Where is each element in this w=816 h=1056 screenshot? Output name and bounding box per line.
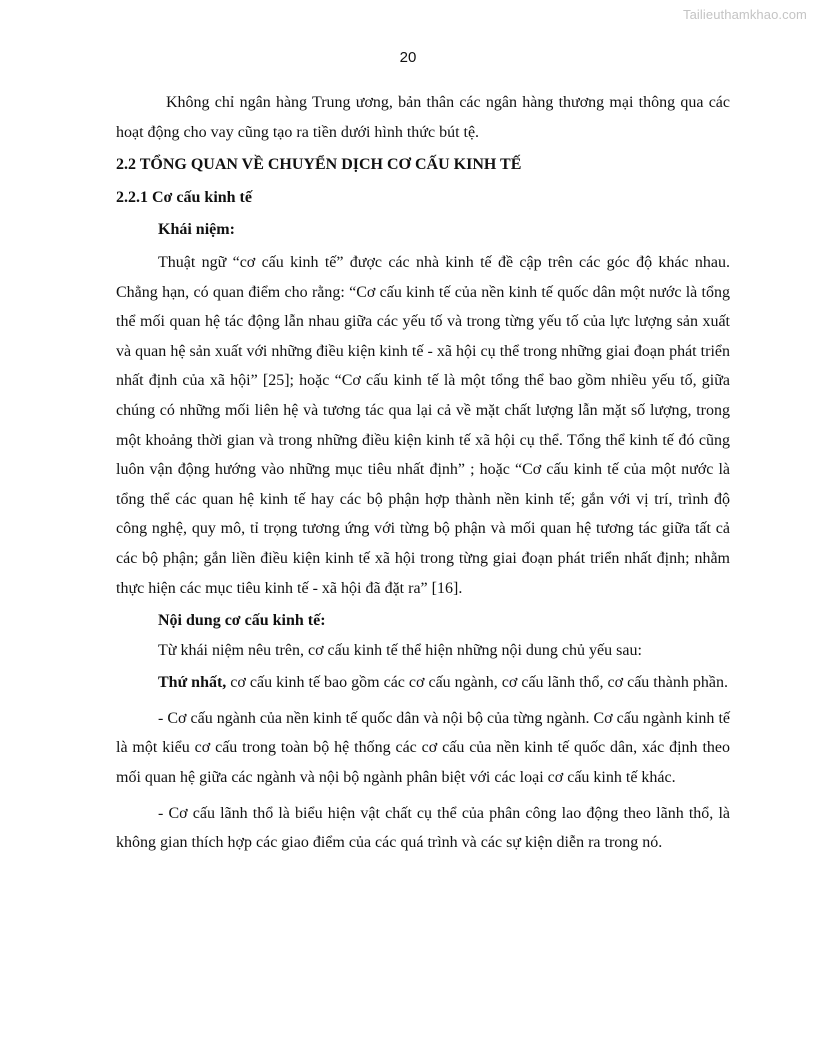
page-number: 20 <box>399 49 417 66</box>
first-point-text: cơ cấu kinh tế bao gồm các cơ cấu ngành, cơ cấu lãnh thổ, cơ cấu thành phần. <box>226 674 728 692</box>
first-point-paragraph <box>116 668 730 698</box>
content-intro-paragraph: Từ khái niệm nêu trên, cơ cấu kinh tế thể hiện những nội dung chủ yếu sau: <box>158 641 642 659</box>
intro-paragraph: Không chỉ ngân hàng Trung ương, bản thân các ngân hàng thương mại thông qua các hoạt động cho vay cũng tạo ra tiền dưới hình thức bút tệ. <box>116 94 730 141</box>
section-heading: 2.2 TỔNG QUAN VỀ CHUYỂN DỊCH CƠ CẤU KINH TẾ <box>116 156 522 174</box>
watermark-text: Tailieuthamkhao.com <box>682 7 807 22</box>
first-point-label: Thứ nhất, <box>158 674 227 692</box>
territory-structure-paragraph: - Cơ cấu lãnh thổ là biểu hiện vật chất cụ thể của phân công lao động theo lãnh thổ, là không gian thích hợp các giao điểm của các quá trình và các sự kiện diễn ra trong nó. <box>116 804 730 852</box>
concept-paragraph: Thuật ngữ “cơ cấu kinh tế” được các nhà kinh tế đề cập trên các góc độ khác nhau. Chẳng hạn, có quan điểm cho rằng: “Cơ cấu kinh tế của nền kinh tế quốc dân một nước là tổng thể mối quan hệ tác động lẫn nhau giữa các yếu tố và trong từng yếu tố của lực lượng sản xuất và quan hệ sản xuất với những điều kiện kinh tế - xã hội cụ thể trong những giai đoạn phát triển nhất định của xã hội” [25]; hoặc “Cơ cấu kinh tế là một tổng thể bao gồm nhiều yếu tố, giữa chúng có những mối liên hệ và tương tác qua lại cả về mặt chất lượng lẫn mặt số lượng, trong một khoảng thời gian và trong những điều kiện kinh tế xã hội cụ thể. Tổng thể kinh tế đó cũng luôn vận động hướng vào những mục tiêu nhất định” ; hoặc “Cơ cấu kinh tế của một nước là tổng thể các quan hệ kinh tế hay các bộ phận hợp thành nền kinh tế; gắn với vị trí, trình độ công nghệ, quy mô, tỉ trọng tương ứng với từng bộ phận và mối quan hệ tương tác giữa tất cả các bộ phận; gắn liền điều kiện kinh tế xã hội trong từng giai đoạn phát triển nhất định; nhằm thực hiện các mục tiêu kinh tế - xã hội đã đặt ra” [16]. <box>116 253 730 597</box>
content-heading: Nội dung cơ cấu kinh tế: <box>158 612 326 630</box>
document-body <box>116 88 730 858</box>
sector-structure-paragraph: - Cơ cấu ngành của nền kinh tế quốc dân và nội bộ của từng ngành. Cơ cấu ngành kinh tế là một kiểu cơ cấu trong toàn bộ hệ thống các cơ cấu của nền kinh tế quốc dân, xác định theo mối quan hệ giữa các ngành và nội bộ ngành phân biệt với các loại cơ cấu kinh tế khác. <box>116 709 730 787</box>
concept-heading: Khái niệm: <box>158 221 235 239</box>
subsection-heading: 2.2.1 Cơ cấu kinh tế <box>116 188 252 206</box>
